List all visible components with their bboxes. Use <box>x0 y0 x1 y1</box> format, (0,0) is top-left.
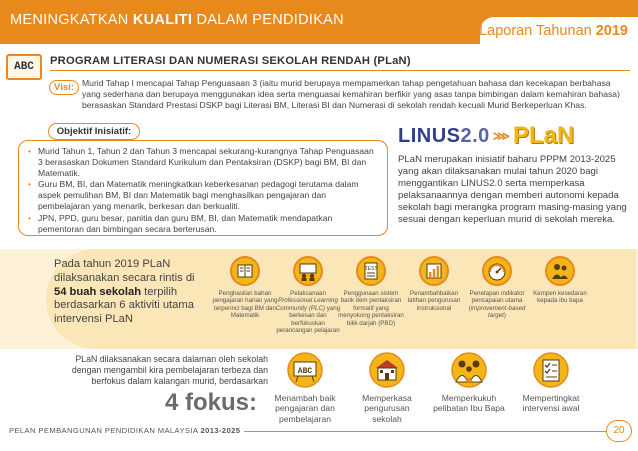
activity-label: Kempen kesedaran kepada ibu bapa <box>533 290 587 305</box>
chart-icon <box>419 256 449 286</box>
activity-label: Penggunaan sistem bank item pentaksiran formatif yang menyokong pentaksiran bilik darjah (PBD) <box>338 290 404 327</box>
visi-label: Visi: <box>49 80 79 95</box>
linus-plan-logo <box>398 122 574 150</box>
linus-logo-text: LINUS2.0 <box>398 124 490 147</box>
svg-text:ABC: ABC <box>297 367 313 376</box>
focus-item <box>432 352 506 414</box>
activity-label: Pelaksanaan Professional Learning Community (PLC) yang berkesan dan berfokuskan perancangan pelajaran <box>275 290 341 335</box>
plan-description: PLaN merupakan inisiatif baharu PPPM 2013-2025 yang akan dilaksanakan mulai tahun 2020 bagi menggantikan LINUS2.0 serta memperkasa pelaksanaannya dengan memberi autonomi kepada sekolah bagi merangka program masing-masing yang sesuai dengan keperluan murid di sekolah mereka. <box>398 154 627 225</box>
activity-item <box>527 256 593 305</box>
activity-label: Penambahbaikan latihan pengurusan instruksional <box>407 290 461 312</box>
activity-label: Penghasilan bahan pengajaran harian yang terperinci bagi BM dan Matematik <box>212 290 278 320</box>
footer-divider <box>244 431 606 432</box>
arrow-icon: ⋙ <box>492 129 510 143</box>
activity-item <box>401 256 467 312</box>
abc-board-icon <box>286 352 324 388</box>
objective-item: • Murid Tahun 1, Tahun 2 dan Tahun 3 mencapai sekurang-kurangnya Tahap Penguasaan 3 berasaskan Dokumen Standard Kurikulum dan Pentaksiran (DSKP) bagi BM, BI dan Matematik. <box>28 146 378 178</box>
focus-item <box>268 352 342 424</box>
abc-icon: ABC <box>6 54 42 80</box>
teacher-icon <box>293 256 323 286</box>
section-title: PROGRAM LITERASI DAN NUMERASI SEKOLAH RENDAH (PLaN) <box>50 55 411 67</box>
focus-intro: PLaN dilaksanakan secara dalaman oleh sekolah dengan mengambil kira pembelajaran terbeza dan berfokus dalam kalangan murid, berdasarkan <box>71 354 268 387</box>
checklist-icon <box>532 352 570 388</box>
objective-list <box>28 146 378 235</box>
title-divider <box>50 70 630 71</box>
objective-item: • Guru BM, BI, dan Matematik meningkatkan keberkesanan pedagogi terutama dalam aspek pemulihan BM, BI dan Matematik bagi menghasilkan pengajaran dan pembelajaran yang menarik, berkesan dan berkualiti. <box>28 179 378 211</box>
activity-item <box>338 256 404 327</box>
focus-label: Mempertingkat intervensi awal <box>522 393 580 414</box>
footer-text: PELAN PEMBANGUNAN PENDIDIKAN MALAYSIA 2013-2025 <box>9 426 241 435</box>
focus-item <box>514 352 588 414</box>
activity-label: Penetapan indikator pencapaian utama (improvement-based target) <box>468 290 526 320</box>
test-icon <box>356 256 386 286</box>
activity-item <box>275 256 341 334</box>
gauge-icon <box>482 256 512 286</box>
objective-item: • JPN, PPD, guru besar, panitia dan guru BM, BI, dan Matematik mendapatkan pementoran dan bimbingan secara berterusan. <box>28 213 378 235</box>
family-icon <box>450 352 488 388</box>
focus-label: Menambah baik pengajaran dan pembelajaran <box>274 393 336 424</box>
report-title: Laporan Tahunan 2019 <box>479 23 628 39</box>
activity-item <box>464 256 530 320</box>
page-number: 20 <box>606 420 632 442</box>
header-title: MENINGKATKAN KUALITI DALAM PENDIDIKAN <box>10 12 344 28</box>
focus-item <box>350 352 424 424</box>
focus-label: Memperkukuh pelibatan Ibu Bapa <box>433 393 505 414</box>
focus-title: 4 fokus: <box>165 389 258 416</box>
parent-icon <box>545 256 575 286</box>
svg-text:TEST: TEST <box>364 266 378 272</box>
book-icon <box>230 256 260 286</box>
pilot-text: Pada tahun 2019 PLaN dilaksanakan secara rintis di 54 buah sekolah terpilih berdasarkan 6 aktiviti utama intervensi PLaN <box>54 258 195 326</box>
plan-logo-text: PLaN <box>512 122 575 149</box>
school-icon <box>368 352 406 388</box>
focus-label: Memperkasa pengurusan sekolah <box>362 393 412 424</box>
objective-label: Objektif Inisiatif: <box>48 123 140 140</box>
visi-text: Murid Tahap I mencapai Tahap Penguasaan 3 (iaitu murid berupaya mempamerkan tahap pengetahuan bahasa dan kecekapan berbahasa yang sederhana dan berupaya menggunakan idea serta menguasai kemahiran berfikir yang asas tanpa bimbingan dalam kemahiran bahasa) berasaskan Standard Prestasi DSKP bagi Literasi BM, Literasi BI dan Numerasi di sekolah rendah kecuali Murid Berkeperluan Khas. <box>82 78 620 111</box>
activity-item <box>212 256 278 320</box>
